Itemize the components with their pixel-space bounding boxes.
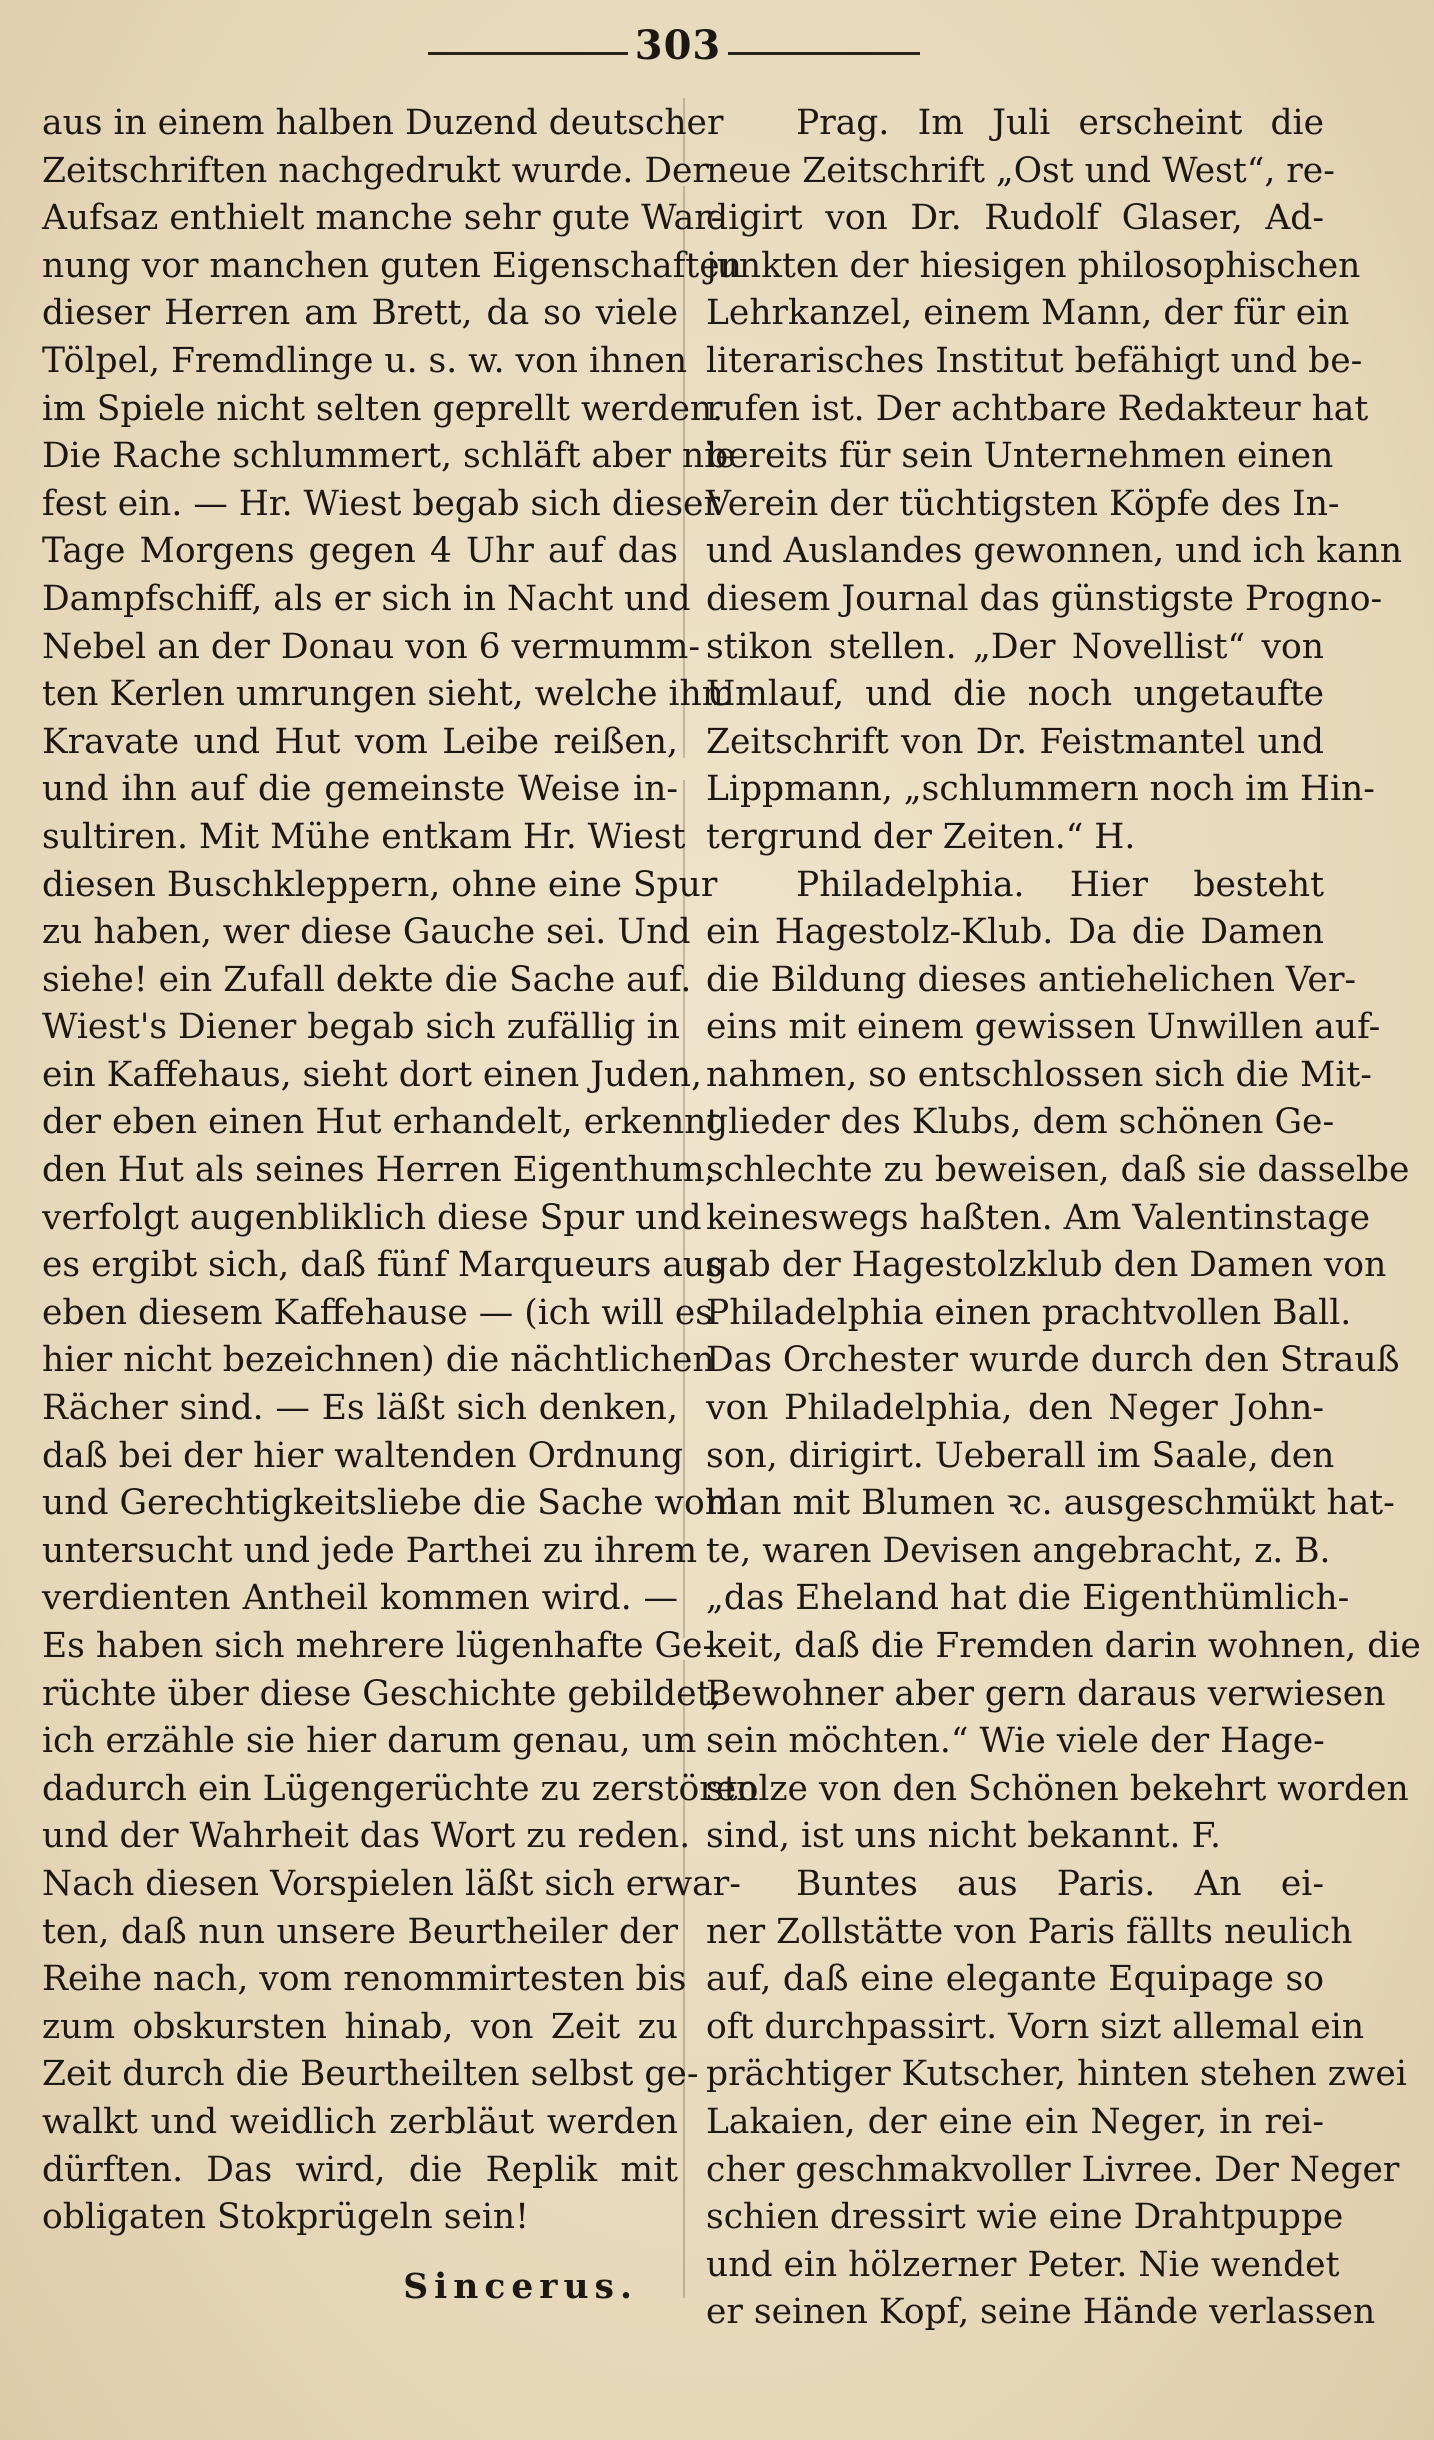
left-column-line: ein Kaffehaus, sieht dort einen Juden, <box>42 1054 702 1095</box>
right-column-line: die Bildung dieses antiehelichen Ver- <box>706 959 1357 1000</box>
right-column-line: digirt von Dr. Rudolf Glaser, Ad- <box>706 198 1324 239</box>
left-column-line: Wiest's Diener begab sich zufällig in <box>42 1007 680 1048</box>
right-column-line: sind, ist uns nicht bekannt. F. <box>706 1816 1222 1857</box>
header-rule-right <box>728 52 920 55</box>
right-column-line: prächtiger Kutscher, hinten stehen zwei <box>706 2054 1407 2095</box>
right-column-line: glieder des Klubs, dem schönen Ge- <box>706 1102 1335 1143</box>
left-column-line: aus in einem halben Duzend deutscher <box>42 103 724 143</box>
left-column-line: Es haben sich mehrere lügenhafte Ge- <box>42 1626 715 1666</box>
left-column-line: Tölpel, Fremdlinge u. s. w. von ihnen <box>42 340 688 381</box>
left-column-line: verdienten Antheil kommen wird. — <box>42 1578 678 1619</box>
right-column-line: sein möchten.“ Wie viele der Hage- <box>706 1721 1325 1762</box>
left-column-line: dadurch ein Lügengerüchte zu zerstören <box>42 1768 759 1809</box>
left-column-line: ten Kerlen umrungen sieht, welche ihm <box>42 674 735 715</box>
left-column-line: verfolgt augenbliklich diese Spur und <box>42 1197 702 1238</box>
right-column-line: ein Hagestolz-Klub. Da die Damen <box>706 912 1324 953</box>
right-column-line: te, waren Devisen angebracht, z. B. <box>706 1530 1331 1571</box>
left-column-line: sultiren. Mit Mühe entkam Hr. Wiest <box>42 816 686 857</box>
left-column-line: ich erzähle sie hier darum genau, um <box>42 1721 697 1762</box>
right-column-line: gab der Hagestolzklub den Damen von <box>706 1245 1387 1286</box>
left-column-line: nung vor manchen guten Eigenschaften <box>42 245 742 286</box>
right-column-line: er seinen Kopf, seine Hände verlassen <box>706 2292 1376 2333</box>
author-signature: Sincerus. <box>403 2266 638 2307</box>
right-column-line: und ein hölzerner Peter. Nie wendet <box>706 2244 1340 2285</box>
left-column-line: Dampfschiff, als er sich in Nacht und <box>42 578 691 619</box>
left-column-line: untersucht und jede Parthei zu ihrem <box>42 1530 698 1571</box>
left-column-line: der eben einen Hut erhandelt, erkennt <box>42 1102 721 1143</box>
left-column-line: Tage Morgens gegen 4 Uhr auf das <box>42 531 678 572</box>
right-column <box>706 100 1421 2337</box>
left-column-line: den Hut als seines Herren Eigenthum, <box>42 1150 716 1191</box>
left-column-line: Nebel an der Donau von 6 vermumm- <box>42 626 701 667</box>
page-number: 303 <box>634 22 722 69</box>
page-header <box>0 22 1434 82</box>
right-column-line: diesem Journal das günstigste Progno- <box>706 578 1383 619</box>
right-column-line: Bewohner aber gern daraus verwiesen <box>706 1673 1386 1714</box>
left-column-line: Zeit durch die Beurtheilten selbst ge- <box>42 2054 699 2095</box>
left-column <box>42 100 759 2311</box>
right-column-line: junkten der hiesigen philosophischen <box>706 245 1361 286</box>
left-column-line: Nach diesen Vorspielen läßt sich erwar- <box>42 1863 741 1904</box>
left-column-line: Aufsaz enthielt manche sehr gute War- <box>42 198 723 239</box>
right-column-line: „das Eheland hat die Eigenthümlich- <box>706 1578 1350 1619</box>
right-column-line: Umlauf, und die noch ungetaufte <box>706 674 1324 715</box>
right-column-line: Philadelphia. Hier besteht <box>796 864 1324 905</box>
left-column-line: Zeitschriften nachgedrukt wurde. Der <box>42 150 709 191</box>
right-column-line: auf, daß eine elegante Equipage so <box>706 1959 1324 2000</box>
right-column-line: Philadelphia einen prachtvollen Ball. <box>706 1292 1352 1333</box>
left-column-line: dieser Herren am Brett, da so viele <box>42 293 678 334</box>
right-column-line: son, dirigirt. Ueberall im Saale, den <box>706 1435 1335 1476</box>
right-column-line: Lehrkanzel, einem Mann, der für ein <box>706 293 1350 334</box>
left-column-line: Die Rache schlummert, schläft aber nie <box>42 436 736 477</box>
right-column-line: cher geschmakvoller Livree. Der Neger <box>706 2149 1400 2190</box>
right-column-line: Verein der tüchtigsten Köpfe des In- <box>706 483 1340 524</box>
left-column-line: hier nicht bezeichnen) die nächtlichen <box>42 1340 715 1381</box>
left-column-line: Kravate und Hut vom Leibe reißen, <box>42 721 678 762</box>
left-column-line: und der Wahrheit das Wort zu reden. <box>42 1816 691 1857</box>
right-column-line: keit, daß die Fremden darin wohnen, die <box>706 1626 1421 1666</box>
right-column-line: stikon stellen. „Der Novellist“ von <box>706 626 1324 667</box>
left-column-line: siehe! ein Zufall dekte die Sache auf. <box>42 959 692 1000</box>
right-column-line: rufen ist. Der achtbare Redakteur hat <box>706 388 1369 429</box>
left-column-line: rüchte über diese Geschichte gebildet; <box>42 1673 722 1714</box>
right-column-line: literarisches Institut befähigt und be- <box>706 340 1363 381</box>
right-column-line: von Philadelphia, den Neger John- <box>706 1388 1324 1429</box>
header-rule-left <box>428 52 628 55</box>
left-column-line: eben diesem Kaffehause — (ich will es <box>42 1292 713 1333</box>
left-column-line: zu haben, wer diese Gauche sei. Und <box>42 912 691 953</box>
right-column-line: schlechte zu beweisen, daß sie dasselbe <box>706 1150 1410 1191</box>
left-column-line: und Gerechtigkeitsliebe die Sache wohl <box>42 1483 738 1524</box>
right-column-line: ner Zollstätte von Paris fällts neulich <box>706 1911 1353 1952</box>
right-column-line: Das Orchester wurde durch den Strauß <box>706 1340 1400 1381</box>
right-column-line: keineswegs haßten. Am Valentinstage <box>706 1197 1371 1238</box>
right-column-line: neue Zeitschrift „Ost und West“, re- <box>706 150 1335 191</box>
left-column-line: diesen Buschkleppern, ohne eine Spur <box>42 864 718 905</box>
left-column-line: dürften. Das wird, die Replik mit <box>42 2149 678 2190</box>
right-column-line: schien dressirt wie eine Drahtpuppe <box>706 2197 1344 2238</box>
right-column-line: eins mit einem gewissen Unwillen auf- <box>706 1007 1381 1048</box>
left-column-line: ten, daß nun unsere Beurtheiler der <box>42 1911 678 1952</box>
left-column-line: obligaten Stokprügeln sein! <box>42 2197 529 2238</box>
left-column-line: walkt und weidlich zerbläut werden <box>42 2101 678 2142</box>
left-column-line: zum obskursten hinab, von Zeit zu <box>42 2006 678 2047</box>
right-column-line: Zeitschrift von Dr. Feistmantel und <box>706 721 1324 762</box>
right-column-line: und Auslandes gewonnen, und ich kann <box>706 531 1403 572</box>
left-column-line: Rächer sind. — Es läßt sich denken, <box>42 1388 678 1429</box>
right-column-line: nahmen, so entschlossen sich die Mit- <box>706 1054 1372 1095</box>
right-column-line: oft durchpassirt. Vorn sizt allemal ein <box>706 2006 1365 2047</box>
left-column-line: Reihe nach, vom renommirtesten bis <box>42 1959 687 2000</box>
right-column-line: Prag. Im Juli erscheint die <box>796 103 1324 143</box>
right-column-line: Buntes aus Paris. An ei- <box>796 1863 1324 1904</box>
right-column-line: man mit Blumen ꝛc. ausgeschmükt hat- <box>706 1483 1395 1524</box>
right-column-line: Lakaien, der eine ein Neger, in rei- <box>706 2101 1324 2142</box>
left-column-line: es ergibt sich, daß fünf Marqueurs aus <box>42 1245 723 1286</box>
left-column-line: daß bei der hier waltenden Ordnung <box>42 1435 684 1476</box>
left-column-line: und ihn auf die gemeinste Weise in- <box>42 769 678 810</box>
left-column-line: im Spiele nicht selten geprellt werden. <box>42 388 724 429</box>
left-column-line: fest ein. — Hr. Wiest begab sich dieser <box>42 483 720 524</box>
right-column-line: stolze von den Schönen bekehrt worden <box>706 1768 1409 1809</box>
right-column-line: Lippmann, „schlummern noch im Hin- <box>706 769 1375 810</box>
right-column-line: tergrund der Zeiten.“ H. <box>706 816 1136 857</box>
right-column-line: bereits für sein Unternehmen einen <box>706 436 1334 477</box>
